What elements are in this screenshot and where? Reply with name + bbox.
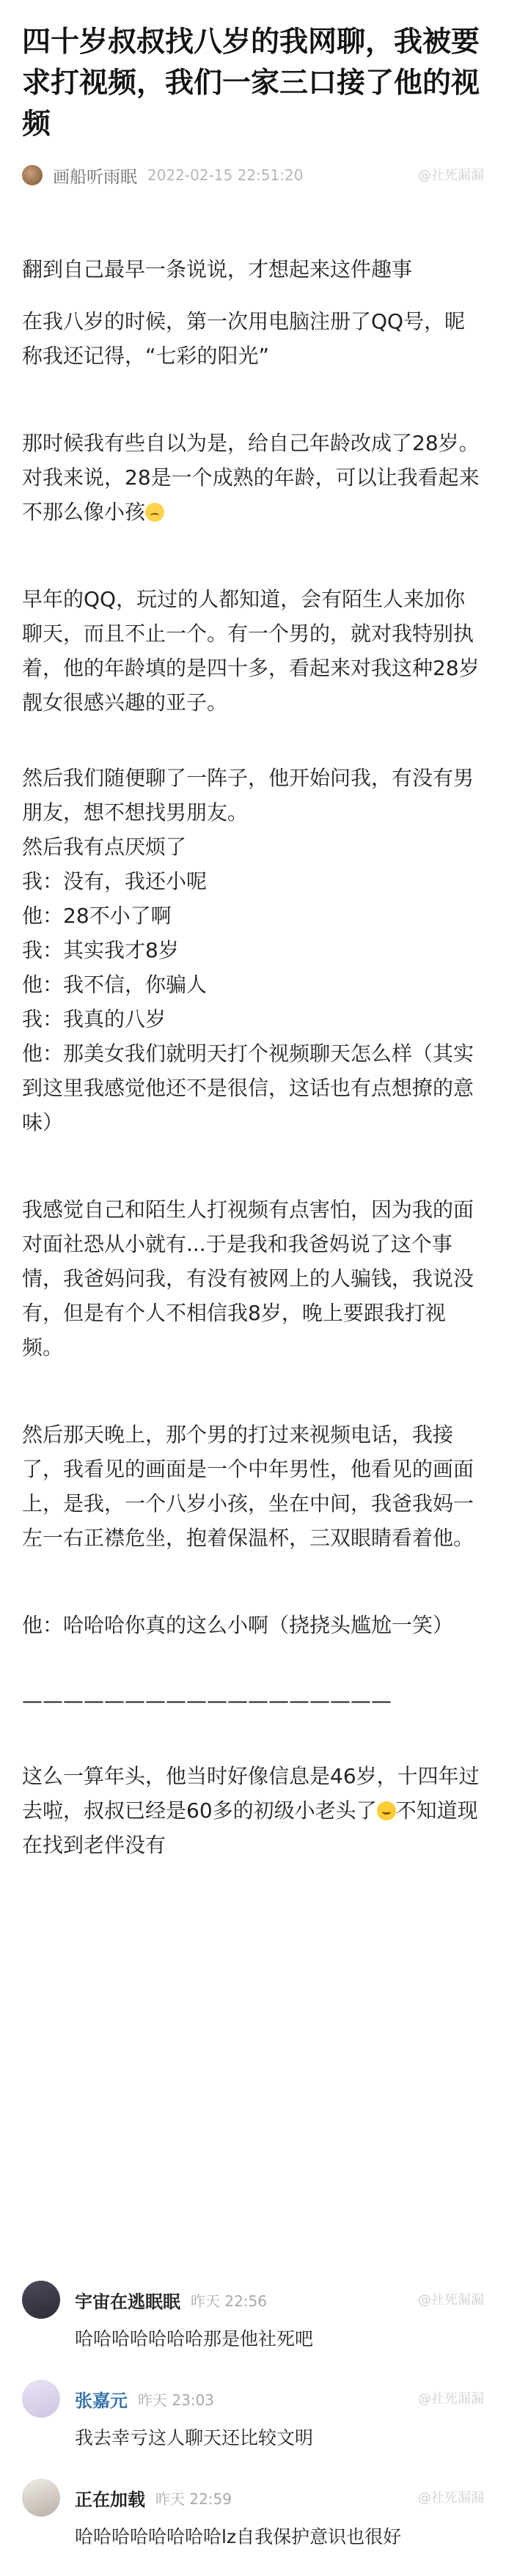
- commenter-name[interactable]: 正在加载: [75, 2489, 145, 2510]
- paragraph: 在我八岁的时候，第一次用电脑注册了QQ号，昵称我还记得，“七彩的阳光”: [22, 309, 466, 368]
- watermark: @社死漏漏: [418, 2391, 484, 2407]
- author-avatar[interactable]: [22, 165, 43, 185]
- divider-line: ——————————————————: [22, 1689, 392, 1713]
- dialog-line: 我：其实我才8岁: [22, 938, 179, 962]
- comment-item[interactable]: [0, 2477, 506, 2576]
- laugh-emoji-icon: [377, 1801, 396, 1820]
- article-body: [0, 252, 506, 1862]
- paragraph: 然后我们随便聊了一阵子，他开始问我，有没有男朋友，想不想找男朋友。: [22, 766, 474, 824]
- article-title: 四十岁叔叔找八岁的我网聊，我被要求打视频，我们一家三口接了他的视频: [22, 26, 480, 141]
- comment-text: 哈哈哈哈哈哈哈哈lz自我保护意识也很好: [75, 2526, 402, 2547]
- commenter-avatar[interactable]: [22, 2479, 60, 2517]
- author-name[interactable]: 画船听雨眠: [53, 167, 137, 187]
- commenter-name[interactable]: 张嘉元: [75, 2390, 128, 2411]
- shy-emoji-icon: [145, 503, 164, 522]
- comment-time: 昨天 23:03: [138, 2391, 214, 2409]
- dialog-line: 他：那美女我们就明天打个视频聊天怎么样（其实到这里我感觉他还不是很信，这话也有点想撩的意味）: [22, 1041, 474, 1134]
- paragraph: 我感觉自己和陌生人打视频有点害怕，因为我的面对面社恐从小就有...于是我和我爸妈说了这个事情，我爸妈问我，有没有被网上的人骗钱，我说没有，但是有个人不相信我8岁，晚上要跟我打视频。: [22, 1197, 474, 1359]
- comment-text: 我去幸亏这人聊天还比较文明: [75, 2427, 314, 2448]
- comment-item[interactable]: [0, 2279, 506, 2378]
- commenter-avatar[interactable]: [22, 2281, 60, 2319]
- paragraph: 然后我有点厌烦了: [22, 835, 187, 859]
- paragraph: 那时候我有些自以为是，给自己年龄改成了28岁。对我来说，28是一个成熟的年龄，可以让我看起来不那么像小孩: [22, 431, 480, 524]
- commenter-avatar[interactable]: [22, 2380, 60, 2418]
- dialog-line: 我：我真的八岁: [22, 1007, 166, 1031]
- commenter-name[interactable]: 宇宙在逃眠眠: [75, 2291, 180, 2312]
- watermark: @社死漏漏: [418, 2292, 484, 2308]
- dialog-line: 他：28不小了啊: [22, 904, 172, 928]
- comment-text: 哈哈哈哈哈哈哈那是他社死吧: [75, 2328, 314, 2350]
- paragraph: 翻到自己最早一条说说，才想起来这件趣事: [22, 257, 413, 281]
- comment-time: 昨天 22:56: [191, 2292, 267, 2310]
- dialog-line: 他：我不信，你骗人: [22, 973, 208, 997]
- paragraph: 这么一算年头，他当时好像信息是46岁，十四年过去啦，叔叔已经是60多的初级小老头了 不知道现在找到老伴没有: [22, 1764, 480, 1857]
- comment-item[interactable]: [0, 2378, 506, 2477]
- dialog-line: 他：哈哈哈你真的这么小啊（挠挠头尴尬一笑）: [22, 1613, 454, 1637]
- paragraph: 早年的QQ，玩过的人都知道，会有陌生人来加你聊天，而且不止一个。有一个男的，就对我特别执着，他的年龄填的是四十多，看起来对我这种28岁靓女很感兴趣的亚子。: [22, 587, 480, 715]
- watermark: @社死漏漏: [418, 168, 484, 183]
- comment-time: 昨天 22:59: [155, 2490, 232, 2508]
- watermark: @社死漏漏: [418, 2490, 484, 2506]
- comment-list: [0, 2279, 506, 2576]
- publish-date: 2022-02-15 22:51:20: [147, 166, 304, 184]
- paragraph: 然后那天晚上，那个男的打过来视频电话，我接了，我看见的画面是一个中年男性，他看见的画面上，是我，一个八岁小孩，坐在中间，我爸我妈一左一右正襟危坐，抱着保温杯，三双眼睛看着他。: [22, 1422, 474, 1550]
- dialog-line: 我：没有，我还小呢: [22, 869, 208, 893]
